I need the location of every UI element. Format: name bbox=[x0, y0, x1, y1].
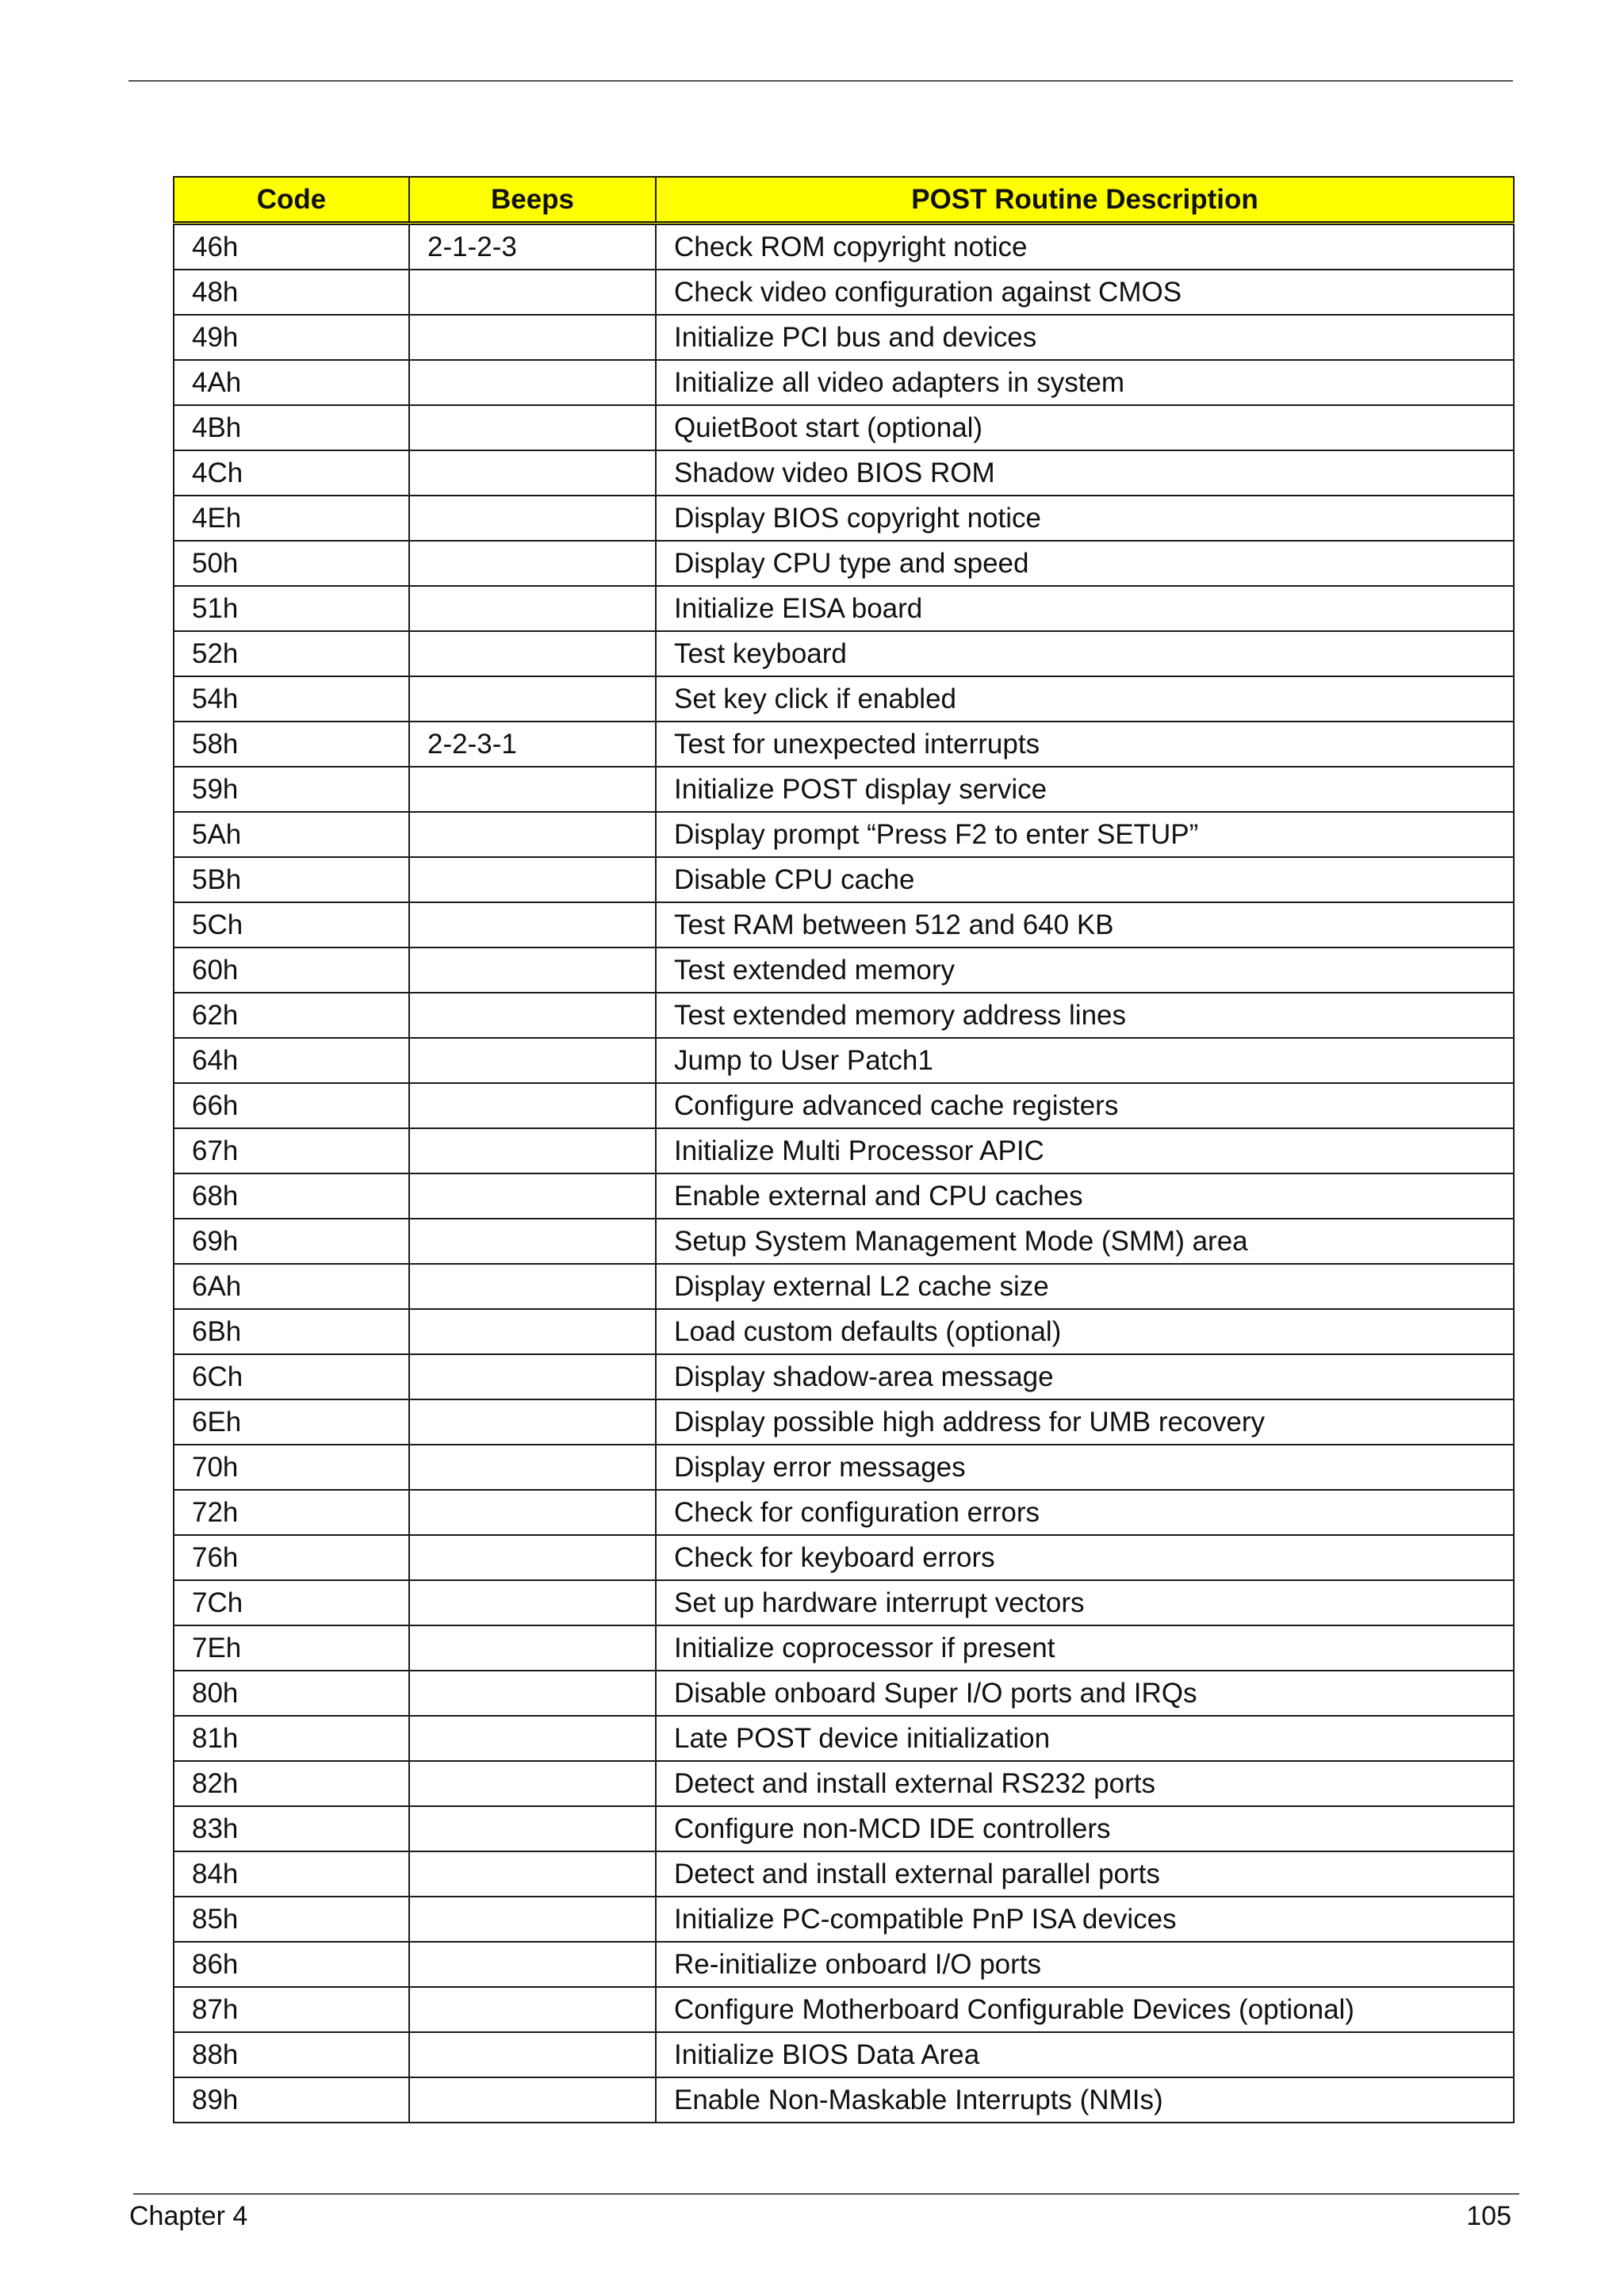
cell-code: 52h bbox=[174, 631, 409, 676]
cell-beeps bbox=[409, 1038, 656, 1083]
cell-description: Disable onboard Super I/O ports and IRQs bbox=[656, 1671, 1514, 1716]
cell-beeps bbox=[409, 270, 656, 315]
table-row bbox=[174, 1173, 1514, 1219]
cell-description: Check ROM copyright notice bbox=[656, 224, 1514, 270]
cell-code: 4Ch bbox=[174, 450, 409, 496]
cell-code: 4Bh bbox=[174, 405, 409, 450]
cell-beeps bbox=[409, 541, 656, 586]
cell-description: Display possible high address for UMB recovery bbox=[656, 1399, 1514, 1445]
cell-code: 46h bbox=[174, 224, 409, 270]
table-row bbox=[174, 586, 1514, 631]
cell-description: Display prompt “Press F2 to enter SETUP” bbox=[656, 812, 1514, 857]
cell-description: Initialize POST display service bbox=[656, 767, 1514, 812]
cell-beeps bbox=[409, 1806, 656, 1851]
cell-beeps bbox=[409, 1219, 656, 1264]
cell-description: Configure Motherboard Configurable Devices (optional) bbox=[656, 1987, 1514, 2032]
cell-description: Display BIOS copyright notice bbox=[656, 496, 1514, 541]
cell-code: 59h bbox=[174, 767, 409, 812]
cell-code: 6Ah bbox=[174, 1264, 409, 1309]
cell-beeps bbox=[409, 1535, 656, 1580]
table-row bbox=[174, 1535, 1514, 1580]
table-row bbox=[174, 948, 1514, 993]
footer-rule bbox=[133, 2193, 1519, 2195]
table-row bbox=[174, 1671, 1514, 1716]
table-row bbox=[174, 722, 1514, 767]
cell-description: Configure non-MCD IDE controllers bbox=[656, 1806, 1514, 1851]
header-rule bbox=[128, 80, 1513, 82]
cell-code: 5Bh bbox=[174, 857, 409, 902]
cell-beeps: 2-1-2-3 bbox=[409, 224, 656, 270]
table-row bbox=[174, 1942, 1514, 1987]
cell-code: 54h bbox=[174, 676, 409, 722]
table-row bbox=[174, 450, 1514, 496]
table-row bbox=[174, 767, 1514, 812]
cell-description: Detect and install external parallel ports bbox=[656, 1851, 1514, 1897]
cell-beeps bbox=[409, 1173, 656, 1219]
cell-description: Detect and install external RS232 ports bbox=[656, 1761, 1514, 1806]
cell-beeps bbox=[409, 857, 656, 902]
cell-code: 72h bbox=[174, 1490, 409, 1535]
cell-description: Initialize EISA board bbox=[656, 586, 1514, 631]
cell-description: QuietBoot start (optional) bbox=[656, 405, 1514, 450]
cell-beeps bbox=[409, 586, 656, 631]
cell-description: Initialize BIOS Data Area bbox=[656, 2032, 1514, 2077]
cell-beeps bbox=[409, 1942, 656, 1987]
table-row bbox=[174, 1445, 1514, 1490]
table-row bbox=[174, 1083, 1514, 1128]
table-row bbox=[174, 1038, 1514, 1083]
table-row bbox=[174, 315, 1514, 360]
cell-beeps bbox=[409, 1490, 656, 1535]
cell-code: 69h bbox=[174, 1219, 409, 1264]
cell-description: Load custom defaults (optional) bbox=[656, 1309, 1514, 1354]
cell-code: 7Eh bbox=[174, 1625, 409, 1671]
cell-code: 82h bbox=[174, 1761, 409, 1806]
cell-description: Disable CPU cache bbox=[656, 857, 1514, 902]
cell-code: 4Ah bbox=[174, 360, 409, 405]
cell-beeps bbox=[409, 2032, 656, 2077]
cell-beeps bbox=[409, 315, 656, 360]
cell-beeps bbox=[409, 1761, 656, 1806]
cell-description: Test extended memory address lines bbox=[656, 993, 1514, 1038]
cell-description: Initialize all video adapters in system bbox=[656, 360, 1514, 405]
cell-description: Display shadow-area message bbox=[656, 1354, 1514, 1399]
cell-code: 88h bbox=[174, 2032, 409, 2077]
cell-beeps bbox=[409, 405, 656, 450]
cell-beeps bbox=[409, 1128, 656, 1173]
cell-description: Initialize Multi Processor APIC bbox=[656, 1128, 1514, 1173]
table-row bbox=[174, 270, 1514, 315]
cell-description: Display CPU type and speed bbox=[656, 541, 1514, 586]
cell-description: Display error messages bbox=[656, 1445, 1514, 1490]
cell-beeps bbox=[409, 902, 656, 948]
table-row bbox=[174, 1399, 1514, 1445]
cell-description: Test extended memory bbox=[656, 948, 1514, 993]
cell-beeps bbox=[409, 812, 656, 857]
cell-code: 48h bbox=[174, 270, 409, 315]
table-row bbox=[174, 1219, 1514, 1264]
footer-page-number: 105 bbox=[1466, 2201, 1511, 2231]
table-header-row bbox=[174, 177, 1514, 224]
table-row bbox=[174, 360, 1514, 405]
cell-description: Set key click if enabled bbox=[656, 676, 1514, 722]
table-row bbox=[174, 857, 1514, 902]
table-row bbox=[174, 405, 1514, 450]
cell-code: 5Ah bbox=[174, 812, 409, 857]
cell-beeps bbox=[409, 1309, 656, 1354]
cell-code: 6Ch bbox=[174, 1354, 409, 1399]
cell-description: Initialize PCI bus and devices bbox=[656, 315, 1514, 360]
cell-code: 70h bbox=[174, 1445, 409, 1490]
cell-beeps: 2-2-3-1 bbox=[409, 722, 656, 767]
table-row bbox=[174, 224, 1514, 270]
table-row bbox=[174, 1264, 1514, 1309]
cell-beeps bbox=[409, 1354, 656, 1399]
table-row bbox=[174, 631, 1514, 676]
cell-code: 51h bbox=[174, 586, 409, 631]
cell-beeps bbox=[409, 1897, 656, 1942]
cell-description: Check for configuration errors bbox=[656, 1490, 1514, 1535]
table-row bbox=[174, 1806, 1514, 1851]
cell-beeps bbox=[409, 1851, 656, 1897]
table-header bbox=[174, 177, 1514, 224]
cell-code: 86h bbox=[174, 1942, 409, 1987]
cell-description: Test RAM between 512 and 640 KB bbox=[656, 902, 1514, 948]
cell-code: 5Ch bbox=[174, 902, 409, 948]
cell-code: 7Ch bbox=[174, 1580, 409, 1625]
cell-beeps bbox=[409, 1399, 656, 1445]
cell-beeps bbox=[409, 993, 656, 1038]
cell-description: Late POST device initialization bbox=[656, 1716, 1514, 1761]
table-body bbox=[174, 224, 1514, 2123]
cell-code: 76h bbox=[174, 1535, 409, 1580]
table-row bbox=[174, 2032, 1514, 2077]
table-row bbox=[174, 1128, 1514, 1173]
column-header-beeps: Beeps bbox=[409, 177, 656, 224]
footer-chapter: Chapter 4 bbox=[129, 2201, 248, 2231]
cell-beeps bbox=[409, 631, 656, 676]
cell-description: Test keyboard bbox=[656, 631, 1514, 676]
cell-code: 58h bbox=[174, 722, 409, 767]
cell-code: 84h bbox=[174, 1851, 409, 1897]
cell-code: 87h bbox=[174, 1987, 409, 2032]
cell-code: 80h bbox=[174, 1671, 409, 1716]
cell-beeps bbox=[409, 1264, 656, 1309]
cell-code: 68h bbox=[174, 1173, 409, 1219]
cell-description: Enable Non-Maskable Interrupts (NMIs) bbox=[656, 2077, 1514, 2123]
cell-beeps bbox=[409, 948, 656, 993]
cell-beeps bbox=[409, 1625, 656, 1671]
cell-description: Setup System Management Mode (SMM) area bbox=[656, 1219, 1514, 1264]
cell-code: 67h bbox=[174, 1128, 409, 1173]
cell-code: 4Eh bbox=[174, 496, 409, 541]
table-row bbox=[174, 902, 1514, 948]
cell-description: Check for keyboard errors bbox=[656, 1535, 1514, 1580]
cell-beeps bbox=[409, 1671, 656, 1716]
cell-beeps bbox=[409, 767, 656, 812]
cell-code: 6Eh bbox=[174, 1399, 409, 1445]
cell-beeps bbox=[409, 1716, 656, 1761]
table-row bbox=[174, 2077, 1514, 2123]
table-row bbox=[174, 496, 1514, 541]
cell-code: 64h bbox=[174, 1038, 409, 1083]
cell-beeps bbox=[409, 496, 656, 541]
table-row bbox=[174, 1987, 1514, 2032]
cell-code: 62h bbox=[174, 993, 409, 1038]
cell-beeps bbox=[409, 1445, 656, 1490]
cell-description: Set up hardware interrupt vectors bbox=[656, 1580, 1514, 1625]
column-header-code: Code bbox=[174, 177, 409, 224]
cell-description: Test for unexpected interrupts bbox=[656, 722, 1514, 767]
table-row bbox=[174, 812, 1514, 857]
post-codes-table bbox=[173, 176, 1515, 2123]
table-row bbox=[174, 676, 1514, 722]
table-row bbox=[174, 1309, 1514, 1354]
cell-description: Initialize coprocessor if present bbox=[656, 1625, 1514, 1671]
cell-beeps bbox=[409, 450, 656, 496]
cell-beeps bbox=[409, 1083, 656, 1128]
table-row bbox=[174, 1580, 1514, 1625]
cell-beeps bbox=[409, 676, 656, 722]
cell-code: 89h bbox=[174, 2077, 409, 2123]
cell-code: 6Bh bbox=[174, 1309, 409, 1354]
table-row bbox=[174, 1625, 1514, 1671]
cell-description: Initialize PC-compatible PnP ISA devices bbox=[656, 1897, 1514, 1942]
cell-beeps bbox=[409, 1580, 656, 1625]
table-row bbox=[174, 1761, 1514, 1806]
cell-description: Configure advanced cache registers bbox=[656, 1083, 1514, 1128]
cell-code: 50h bbox=[174, 541, 409, 586]
table-row bbox=[174, 1716, 1514, 1761]
cell-description: Check video configuration against CMOS bbox=[656, 270, 1514, 315]
cell-beeps bbox=[409, 360, 656, 405]
cell-code: 83h bbox=[174, 1806, 409, 1851]
cell-beeps bbox=[409, 1987, 656, 2032]
cell-description: Shadow video BIOS ROM bbox=[656, 450, 1514, 496]
cell-code: 49h bbox=[174, 315, 409, 360]
table-row bbox=[174, 993, 1514, 1038]
cell-code: 85h bbox=[174, 1897, 409, 1942]
cell-description: Re-initialize onboard I/O ports bbox=[656, 1942, 1514, 1987]
cell-description: Display external L2 cache size bbox=[656, 1264, 1514, 1309]
table-row bbox=[174, 1490, 1514, 1535]
column-header-description: POST Routine Description bbox=[656, 177, 1514, 224]
table-row bbox=[174, 1851, 1514, 1897]
table-row bbox=[174, 1897, 1514, 1942]
cell-code: 60h bbox=[174, 948, 409, 993]
cell-description: Jump to User Patch1 bbox=[656, 1038, 1514, 1083]
cell-beeps bbox=[409, 2077, 656, 2123]
cell-description: Enable external and CPU caches bbox=[656, 1173, 1514, 1219]
table-row bbox=[174, 541, 1514, 586]
cell-code: 66h bbox=[174, 1083, 409, 1128]
cell-code: 81h bbox=[174, 1716, 409, 1761]
table-row bbox=[174, 1354, 1514, 1399]
